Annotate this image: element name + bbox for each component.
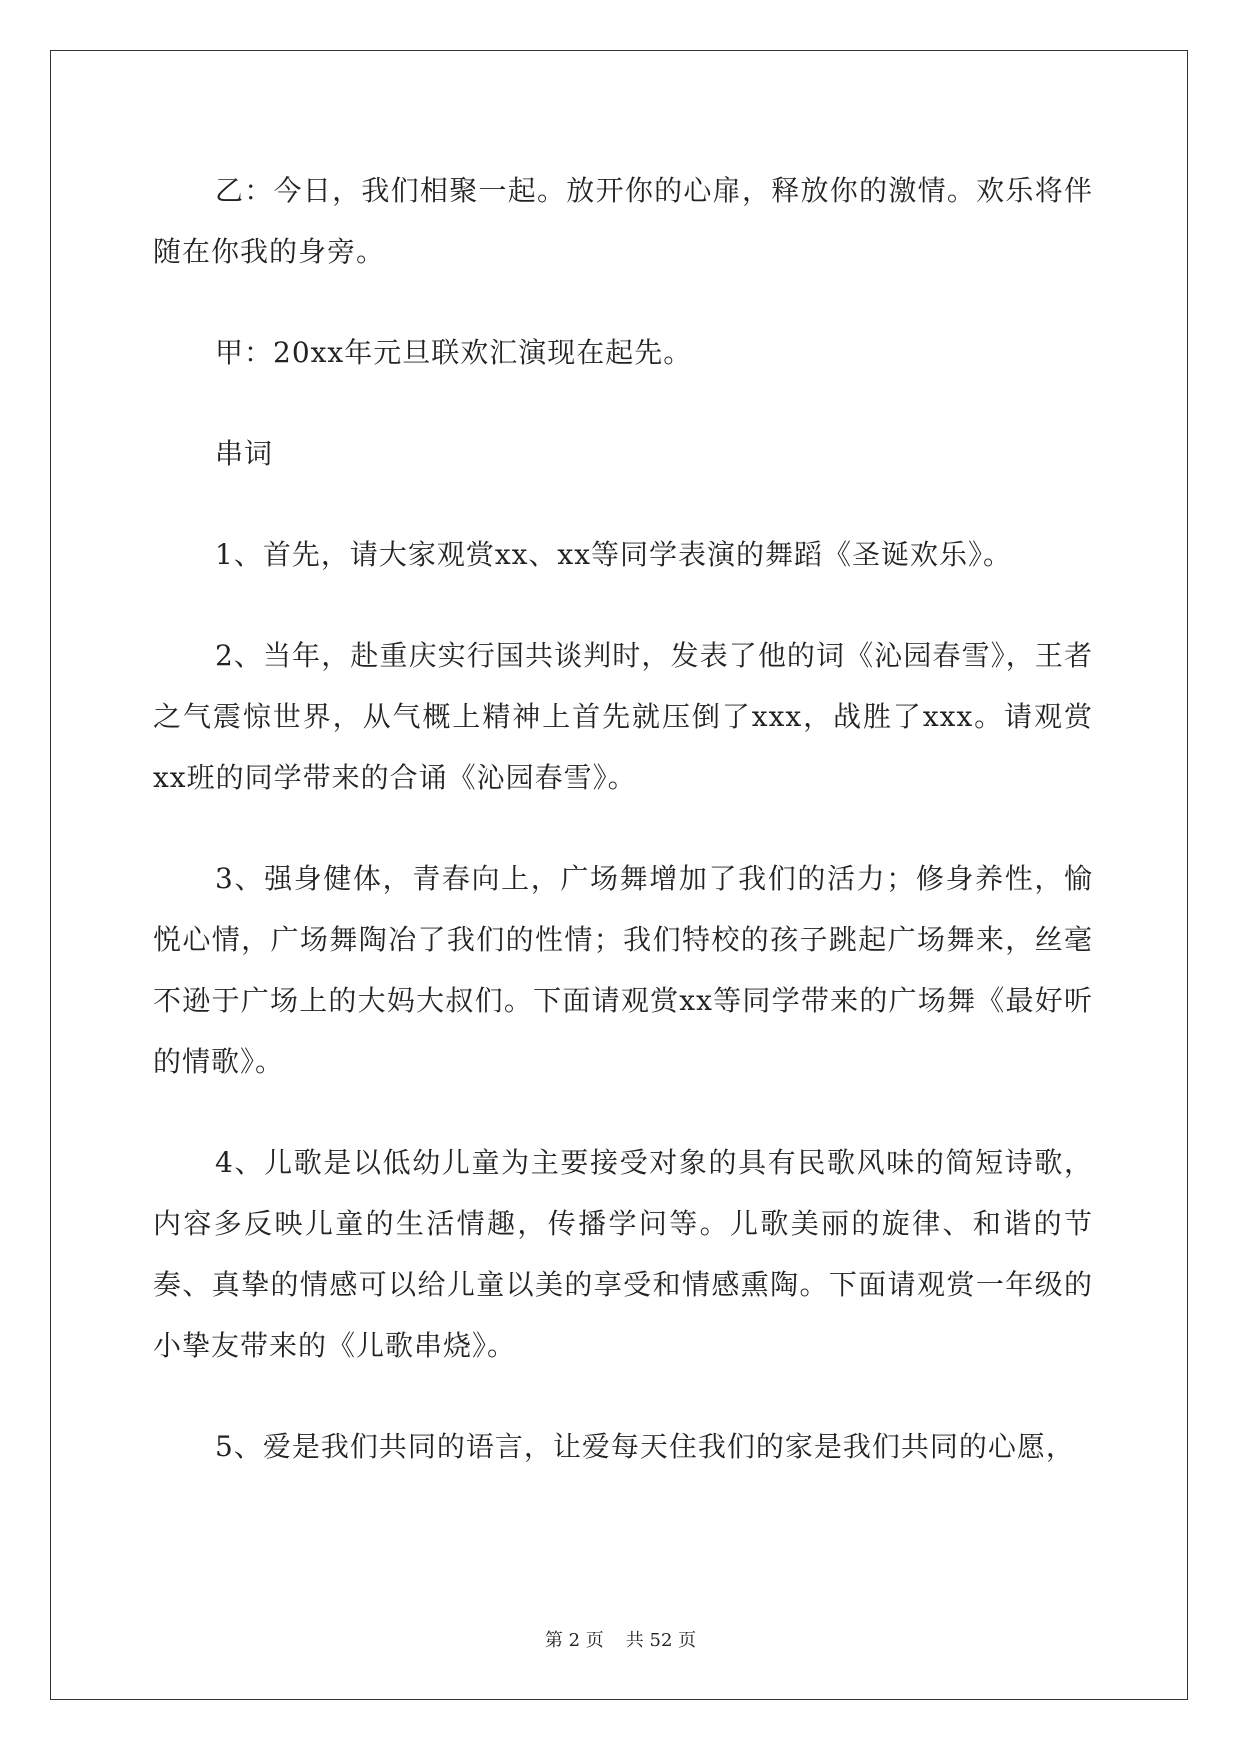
paragraph-dialogue-jia: 甲：20xx年元旦联欢汇演现在起先。 <box>215 336 693 369</box>
page-total: 共 52 页 <box>625 1630 697 1651</box>
document-body <box>153 160 1093 1477</box>
page-number: 第 2 页 <box>544 1630 604 1651</box>
section-heading: 串词 <box>215 437 274 470</box>
paragraph-item-1: 1、首先，请大家观赏xx、xx等同学表演的舞蹈《圣诞欢乐》。 <box>215 538 1012 571</box>
paragraph-item-3: 3、强身健体，青春向上，广场舞增加了我们的活力；修身养性，愉悦心情，广场舞陶冶了我们的性情；我们特校的孩子跳起广场舞来，丝毫不逊于广场上的大妈大叔们。下面请观赏xx等同学带来的广场舞《最好听的情歌》。 <box>153 862 1093 1078</box>
page-footer <box>0 1626 1241 1652</box>
paragraph-item-4: 4、儿歌是以低幼儿童为主要接受对象的具有民歌风味的简短诗歌，内容多反映儿童的生活情趣，传播学问等。儿歌美丽的旋律、和谐的节奏、真挚的情感可以给儿童以美的享受和情感熏陶。下面请观赏一年级的小挚友带来的《儿歌串烧》。 <box>153 1146 1093 1362</box>
paragraph-item-2: 2、当年，赴重庆实行国共谈判时，发表了他的词《沁园春雪》，王者之气震惊世界，从气概上精神上首先就压倒了xxx，战胜了xxx。请观赏xx班的同学带来的合诵《沁园春雪》。 <box>153 639 1093 794</box>
paragraph-dialogue-yi: 乙：今日，我们相聚一起。放开你的心扉，释放你的激情。欢乐将伴随在你我的身旁。 <box>153 174 1093 268</box>
paragraph-item-5: 5、爱是我们共同的语言，让爱每天住我们的家是我们共同的心愿， <box>215 1430 1075 1463</box>
